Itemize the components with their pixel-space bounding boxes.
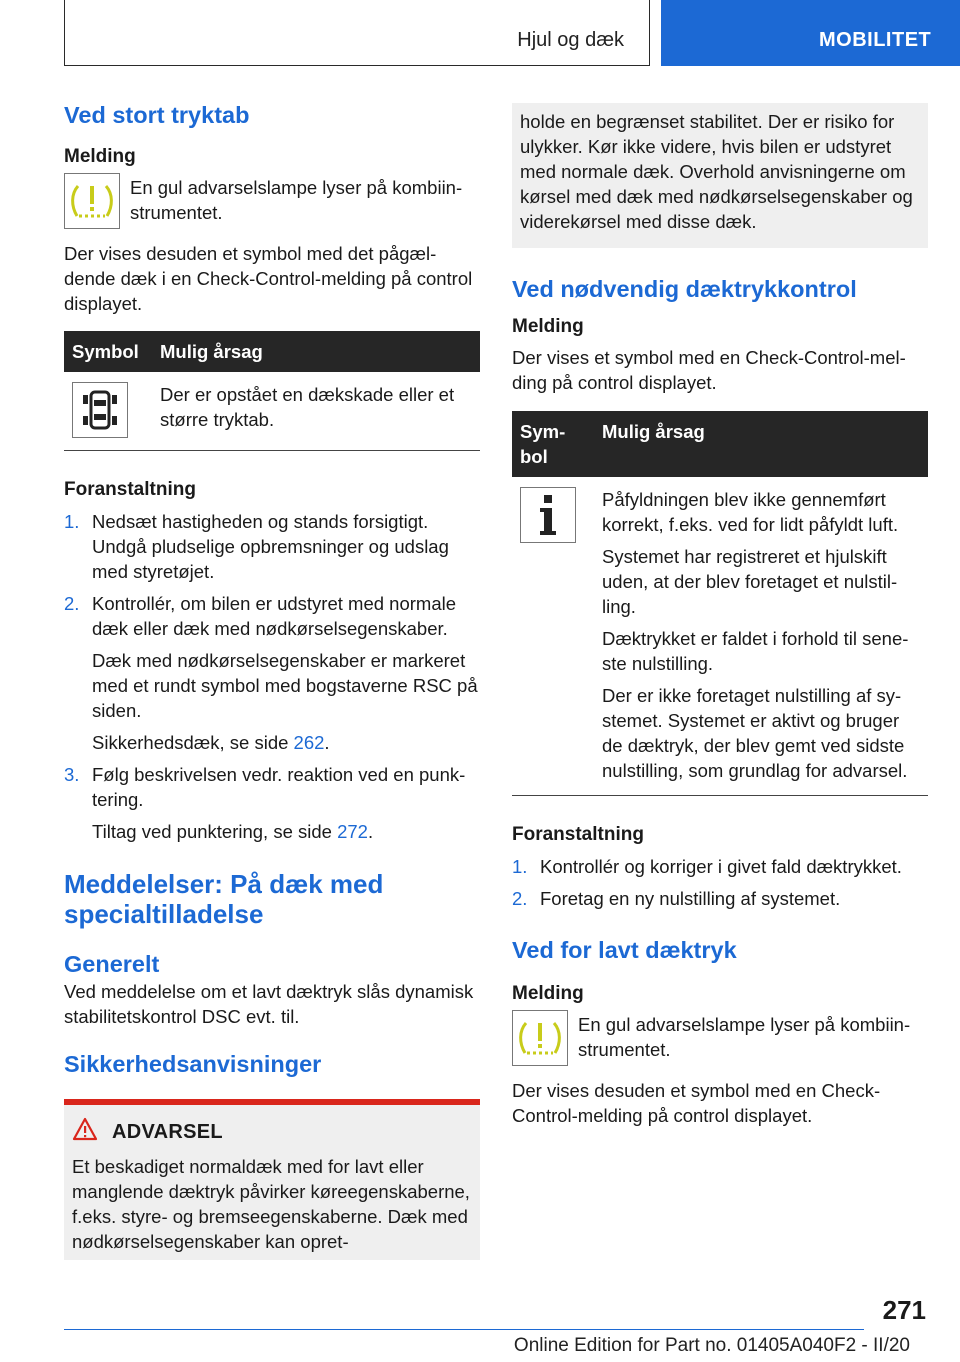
- header-section-title: Hjul og dæk: [517, 29, 624, 51]
- warning-lamp-text: En gul advarselslampe lyser på kombiinstrumentet.: [578, 1014, 911, 1060]
- list-item: [64, 762, 480, 844]
- heading-general: Generelt: [64, 951, 160, 977]
- reference-text: Tiltag ved punktering, se side: [92, 821, 338, 842]
- table-cell-cause: Der er opstået en dækskade eller et større tryktab.: [152, 372, 480, 451]
- table-header-symbol: Symbol: [64, 331, 152, 372]
- step-text: Kontrollér og korriger i givet fald dæktrykket.: [540, 856, 902, 877]
- table-row: [64, 372, 480, 451]
- step-number: 2.: [512, 888, 528, 909]
- page-link-272[interactable]: 272: [337, 821, 368, 842]
- warning-title: [72, 1117, 472, 1148]
- step-text: Kontrollér, om bilen er udstyret med normale dæk eller dæk med nødkørselsegenskaber.: [92, 593, 457, 639]
- table-cell-cause: Systemet har registreret et hjulskift uden, at der blev foretaget et nulstilling.: [602, 546, 898, 617]
- page-link-262[interactable]: 262: [293, 732, 325, 753]
- table-header-cause: Mulig årsag: [152, 331, 480, 372]
- right-column: [512, 103, 928, 1128]
- melding-label: Melding: [512, 983, 584, 1004]
- warning-text: Et beskadiget normaldæk med for lavt eller manglende dæktryk påvirker køreegenskaberne, f.eks. styre- og bremseegenskaberne. Dæk med nødkørselsegenskaber kan opret-: [72, 1156, 470, 1252]
- left-column: [64, 100, 480, 1260]
- table-cell-cause: Der er ikke foretaget nulstilling af systemet. Systemet er aktivt og bruger de dæktryk, der blev gemt ved sidste nulstilling, som grundlag for advarsel.: [602, 685, 908, 781]
- step-reference: [92, 819, 480, 844]
- header-chapter-tab[interactable]: MOBILITET: [661, 0, 960, 66]
- step-reference: [92, 730, 480, 755]
- step-number: 2.: [64, 593, 80, 614]
- heading-special-tires: Meddelelser: På dæk med specialtilladelse: [64, 869, 384, 929]
- heading-low-pressure: Ved for lavt dæktryk: [512, 937, 737, 963]
- table-cell-cause: Dæktrykket er faldet i forhold til seneste nulstilling.: [602, 628, 909, 674]
- list-item: [64, 591, 480, 755]
- step-subtext: Dæk med nødkørselsegenskaber er markeret med et rundt symbol med bogstaverne RSC på siden.: [92, 650, 478, 721]
- melding-label: Melding: [64, 146, 136, 167]
- para-symbol: Der vises desuden et symbol med en Check-Control-melding på control displayet.: [512, 1080, 881, 1126]
- step-text: Foretag en ny nulstilling af systemet.: [540, 888, 841, 909]
- list-item: [64, 509, 480, 584]
- heading-pressure-loss: Ved stort tryktab: [64, 102, 250, 128]
- symbol-table: [64, 331, 480, 451]
- warning-triangle-icon: [72, 1117, 112, 1148]
- info-icon: [520, 487, 576, 543]
- para-general: Ved meddelelse om et lavt dæktryk slås dynamisk stabilitetskontrol DSC evt. til.: [64, 981, 474, 1027]
- measures-label: Foranstaltning: [64, 479, 196, 500]
- car-tire-damage-icon: [72, 382, 128, 438]
- melding-label: Melding: [512, 316, 584, 337]
- reference-text: Sikkerhedsdæk, se side: [92, 732, 294, 753]
- step-text: Følg beskrivelsen vedr. reaktion ved en punktering.: [92, 764, 466, 810]
- para-symbol: Der vises et symbol med en Check-Control-melding på control displayet.: [512, 347, 906, 393]
- table-row: [512, 477, 928, 796]
- symbol-table: [512, 411, 928, 796]
- measures-list: [64, 509, 480, 844]
- heading-safety: Sikkerhedsanvisninger: [64, 1051, 322, 1077]
- warning-title-text: ADVARSEL: [112, 1121, 223, 1143]
- warning-lamp-message: [512, 1010, 928, 1066]
- table-header-cause: Mulig årsag: [594, 411, 928, 477]
- step-number: 3.: [64, 764, 80, 785]
- measures-label: Foranstaltning: [512, 824, 644, 845]
- warning-lamp-message: [64, 173, 480, 229]
- step-number: 1.: [64, 511, 80, 532]
- warning-box-continued: holde en begrænset stabilitet. Der er risiko for ulykker. Kør ikke videre, hvis bilen er udstyret med normale dæk. Overhold anvisningerne om kørsel med dæk med nødkørselsegenskaber og viderekørsel med disse dæk.: [512, 103, 928, 248]
- table-cell-cause: Påfyldningen blev ikke gennemført korrekt, f.eks. ved for lidt påfyldt luft.: [602, 489, 899, 535]
- reference-end: .: [367, 821, 374, 842]
- warning-box: [64, 1105, 480, 1260]
- list-item: [512, 886, 928, 911]
- footer-divider: [64, 1329, 864, 1330]
- step-text: Nedsæt hastigheden og stands forsigtigt. Undgå pludselige opbremsninger og udslag med styretøjet.: [92, 511, 449, 582]
- warning-lamp-text: En gul advarselslampe lyser på kombiinstrumentet.: [130, 177, 463, 223]
- page-number: 271: [882, 1295, 926, 1325]
- tire-warning-lamp-icon: [512, 1010, 568, 1066]
- heading-reset-required: Ved nødvendig dæktrykkontrol: [512, 276, 857, 302]
- footer-edition: Online Edition for Part no. 01405A040F2 - II/20: [513, 1335, 910, 1356]
- table-header-symbol: Symbol: [512, 411, 594, 477]
- tire-warning-lamp-icon: [64, 173, 120, 229]
- list-item: [512, 854, 928, 879]
- measures-list: [512, 854, 928, 911]
- para-symbol: Der vises desuden et symbol med det pågældende dæk i en Check-Control-melding på control displayet.: [64, 243, 473, 314]
- reference-end: .: [324, 732, 330, 753]
- step-number: 1.: [512, 856, 528, 877]
